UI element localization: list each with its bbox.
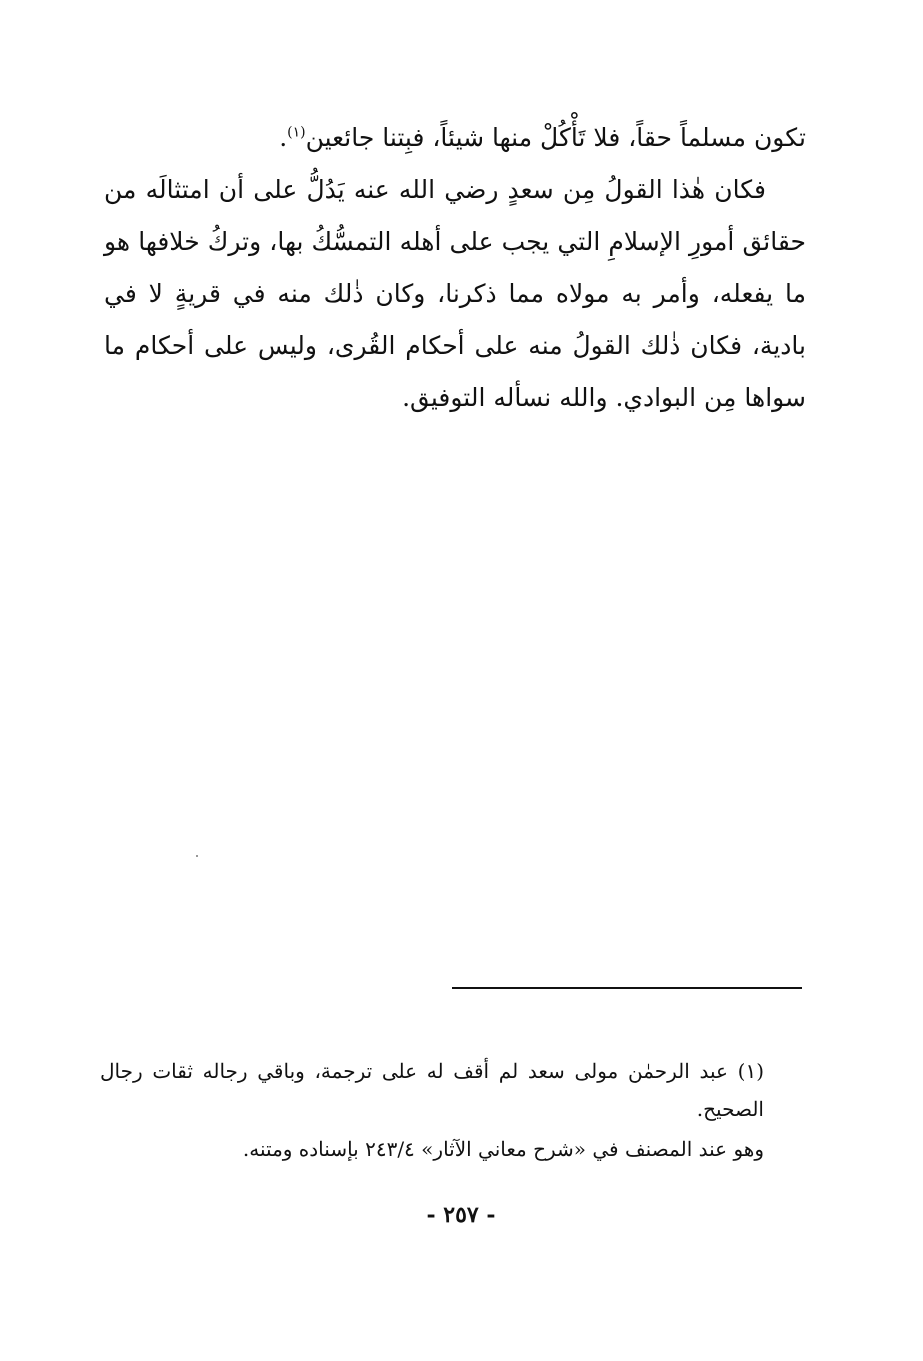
footnote-separator bbox=[452, 987, 802, 989]
footnotes bbox=[100, 1052, 764, 1168]
paragraph-2: فكان هٰذا القولُ مِن سعدٍ رضي الله عنه يَدُلُّ على أن امتثالَه من حقائق أمورِ الإسلامِ التي يجب على أهله التمسُّكُ بها، وتركُ خلافها هو ما يفعله، وأمر به مولاه مما ذكرنا، وكان ذٰلك منه في قريةٍ لا في بادية، فكان ذٰلك القولُ منه على أحكام القُرى، وليس على أحكام ما سواها مِن البوادي. والله نسأله التوفيق. bbox=[104, 175, 806, 412]
main-text bbox=[104, 112, 806, 424]
footnote-1: (١) عبد الرحمٰن مولى سعد لم أقف له على ترجمة، وباقي رجاله ثقات رجال الصحيح. bbox=[100, 1059, 764, 1121]
paragraph-1 bbox=[104, 112, 806, 164]
paragraph-1-end: . bbox=[279, 123, 288, 152]
paragraph-1-text: تكون مسلماً حقاً، فلا تَأْكُلْ منها شيئاً، فبِتنا جائعين bbox=[305, 123, 806, 152]
scan-speck bbox=[196, 855, 198, 857]
page-number: - ٢٥٧ - bbox=[426, 1202, 496, 1228]
footnote-2: وهو عند المصنف في «شرح معاني الآثار» ٢٤٣/٤ بإسناده ومتنه. bbox=[242, 1137, 764, 1161]
footnote-reference: (١) bbox=[287, 124, 306, 141]
